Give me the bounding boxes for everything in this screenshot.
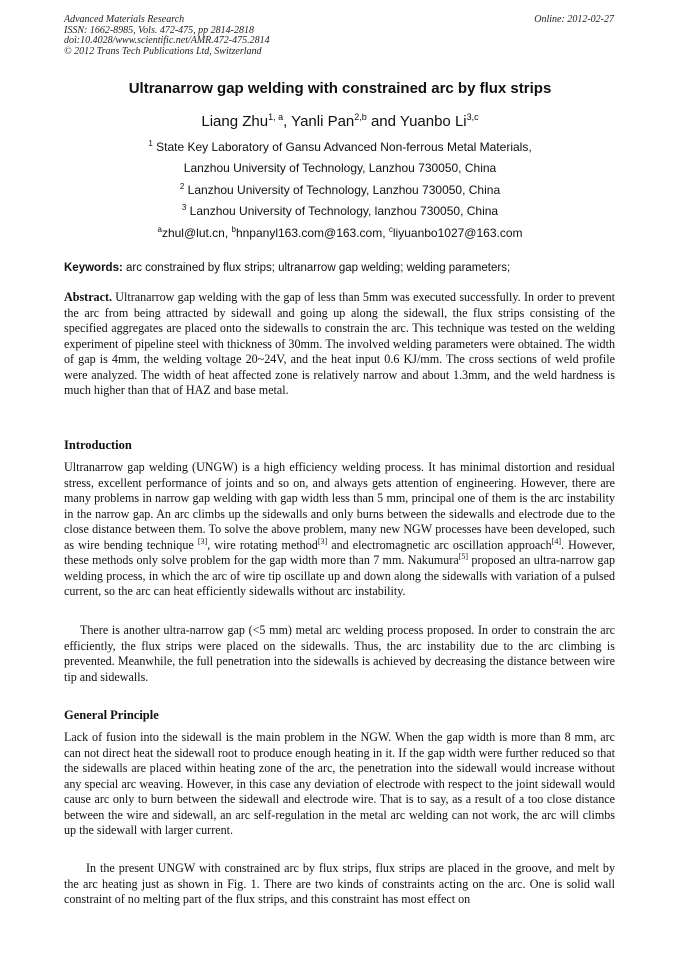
journal-header [64,15,614,57]
online-date: Online: 2012-02-27 [534,14,614,25]
intro-text: and electromagnetic arc oscillation approach [327,537,552,552]
author-sep: , [283,113,292,130]
email-sup: a [157,225,162,234]
intro-text: . However, these methods only solve problem for the gap width more than 7 mm. Nakumura [64,537,615,567]
journal-name: Advanced Materials Research [64,14,185,25]
email-a[interactable]: zhul@lut.cn, [161,226,232,240]
intro-text: proposed an ultra-narrow gap welding process, in which the arc of wire tip oscillate up and down along the sidewalls with variation of a pulsed current, so the arc can heat efficiently sidewalls without arc instability. [64,553,615,598]
author-name: Yuanbo Li [399,113,467,130]
affiliation-text: State Key Laboratory of Gansu Advanced Non-ferrous Metal Materials, [156,140,532,154]
introduction-paragraph-1 [64,460,615,600]
author-sep: and [366,113,400,130]
citation[interactable]: [3] [197,536,208,546]
principle-paragraph-1: Lack of fusion into the sidewall is the main problem in the NGW. When the gap width is more than 8 mm, arc can not direct heat the sidewall root to produce enough heating in it. If the gap width were further reduced so that the sidewalls are placed within heating zone of the arc, the penetration into the sidewall would increase without any special arc weaving. However, in this case any deviation of electrode with respect to the joint sidewall would cause arc only to burn between the sidewall and electrode wire. That is to say, as a result of a too close distance between the wire and sidewall, an arc self-regulation in the metal arc welding can not work, the arc will climbs up the sidewall with larger current. [64,730,615,837]
author-sup: 1, a [268,112,284,122]
affiliation-3 [40,203,640,218]
author-sup: 3,c [466,112,479,122]
keywords-label: Keywords: [64,262,123,274]
keywords-text: arc constrained by flux strips; ultranarrow gap welding; welding parameters; [122,262,511,274]
abstract [64,290,615,399]
affiliation-text: Lanzhou University of Technology, lanzhou 730050, China [189,204,499,218]
affiliation-1-line-2: Lanzhou University of Technology, Lanzhou 730050, China [183,161,497,175]
affiliation-sup: 3 [181,203,187,212]
affiliation-sup: 1 [148,139,153,148]
introduction-paragraph-2: There is another ultra-narrow gap (<5 mm) metal arc welding process proposed. In order to constrain the arc efficiently, the flux strips were placed on the sidewalls. Thus, the arc instability due to the arc climbing is prevented. Meanwhile, the full penetration into the sidewalls is achieved by decreasing the distance between wire tip and sidewalls. [64,623,615,684]
email-sup: b [231,225,236,234]
keywords [64,262,619,274]
email-b[interactable]: hnpanyl163.com@163.com, [235,226,389,240]
author-emails [40,225,640,240]
principle-paragraph-2: In the present UNGW with constrained arc by flux strips, flux strips are placed in the groove, and melt by the arc heating just as shown in Fig. 1. There are two kinds of constraints acting on the arc. One is solid wall constraint of no melting part of the flux strips, and this constraint has most effect on [64,861,615,906]
citation[interactable]: [4] [551,536,562,546]
section-heading-introduction: Introduction [64,438,132,452]
email-c[interactable]: liyuanbo1027@163.com [392,226,523,240]
issn-line: ISSN: 1662-8985, Vols. 472-475, pp 2814-2818 [64,24,254,36]
affiliation-text: Lanzhou University of Technology, Lanzhou 730050, China [187,183,501,197]
author-name: Liang Zhu [201,113,269,130]
copyright-line: © 2012 Trans Tech Publications Ltd, Switzerland [64,45,262,57]
paper-title: Ultranarrow gap welding with constrained arc by flux strips [128,80,552,97]
citation[interactable]: [5] [458,551,469,561]
intro-text: Ultranarrow gap welding (UNGW) is a high efficiency welding process. It has minimal distortion and residual stress, excellent performance of joints and so on, and always gets attention of engineering. However, there are many problems in narrow gap welding with gap width less than 5 mm, principal one of them is the arc instability in the narrow gap. An arc climbs up the sidewalls and only burns between the sidewalls and electrode due to the close distance between them. To solve the above problem, many new NGW processes have been developed, such as wire bending technique [64,460,615,552]
section-heading-general-principle: General Principle [64,708,159,722]
intro-text: , wire rotating method [207,537,318,552]
affiliation-2 [40,182,640,197]
citation[interactable]: [3] [317,536,328,546]
author-sup: 2,b [354,112,367,122]
author-name: Yanli Pan [291,113,355,130]
abstract-text: Ultranarrow gap welding with the gap of less than 5mm was executed successfully. In order to prevent the arc from being attracted by sidewall and going up along the sidewall, the flux strips consisting of the specified aggregates are placed onto the sidewalls to constrain the arc. This technique was tested on the welding experiment of pipeline steel with thickness of 30mm. The involved welding parameters were obtained. The width of gap is 4mm, the welding voltage 20~24V, and the heat input 0.6 KJ/mm. The cross sections of weld profile were analyzed. The width of heat affected zone is relatively narrow and about 1.3mm, and the weld hardness is much higher than that of HAZ and base metal. [64,290,615,397]
email-sup: c [388,225,393,234]
abstract-label: Abstract. [64,290,113,304]
affiliation-1-line-1 [40,139,640,154]
doi-line: doi:10.4028/www.scientific.net/AMR.472-475.2814 [64,35,270,47]
affiliation-sup: 2 [179,182,185,191]
author-list [40,112,640,130]
